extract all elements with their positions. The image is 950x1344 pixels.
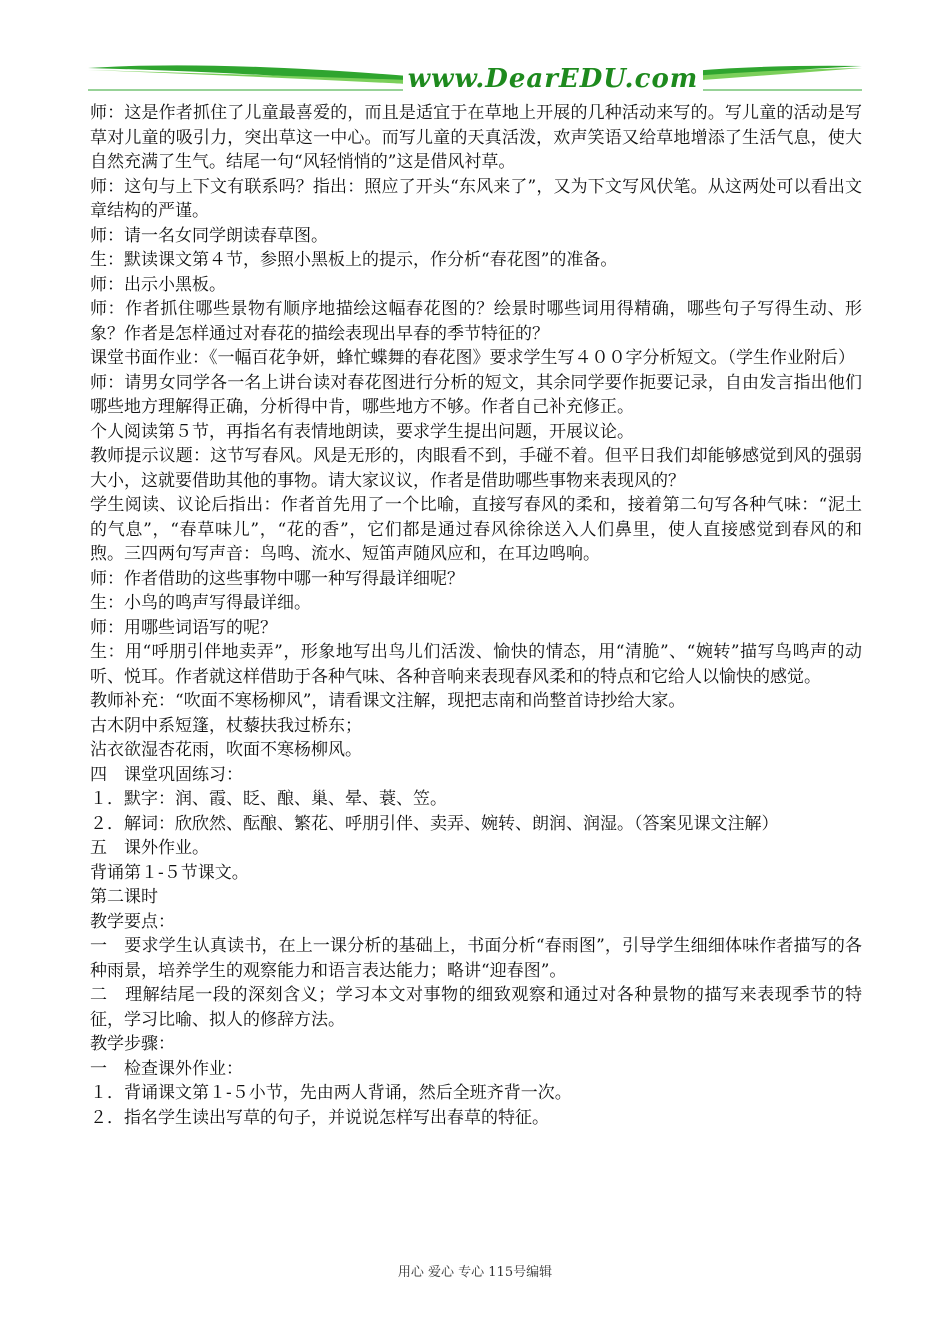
paragraph: 师：出示小黑板。 [90,274,226,295]
paragraph: 生：用“呼朋引伴地卖弄”，形象地写出鸟儿们活泼、愉快的情态，用“清脆”、“婉转”描写鸟鸣声的动听、悦耳。作者就这样借助于各种气味、各种音响来表现春风柔和的特点和它给人以愉快的感觉。 [90,642,862,687]
paragraph: 教学步骤： [90,1034,175,1054]
paragraph: 教学要点： [90,911,175,932]
site-header [88,58,862,98]
paragraph: 沾衣欲湿杏花雨，吹面不寒杨柳风。 [90,740,362,760]
paragraph: 生：默读课文第４节，参照小黑板上的提示，作分析“春花图”的准备。 [90,250,618,270]
paragraph: ２．解词：欣欣然、酝酿、繁花、呼朋引伴、卖弄、婉转、朗润、润湿。（答案见课文注解） [90,813,779,834]
paragraph: 师：作者抓住哪些景物有顺序地描绘这幅春花图的？绘景时哪些词用得精确，哪些句子写得生动、形象？作者是怎样通过对春花的描绘表现出早春的季节特征的？ [90,299,862,344]
paragraph: 学生阅读、议论后指出：作者首先用了一个比喻，直接写春风的柔和，接着第二句写各种气味：“泥土的气息”，“春草味儿”，“花的香”，它们都是通过春风徐徐送入人们鼻里，使人直接感觉到春风的和煦。三四两句写声音：鸟鸣、流水、短笛声随风应和，在耳边鸣响。 [90,495,862,564]
paragraph: 师：请男女同学各一名上讲台读对春花图进行分析的短文，其余同学要作扼要记录，自由发言指出他们哪些地方理解得正确，分析得中肯，哪些地方不够。作者自己补充修正。 [90,372,862,417]
paragraph: 五 课外作业。 [90,838,209,858]
document-body [90,101,862,1130]
paragraph: 四 课堂巩固练习： [90,764,243,785]
paragraph: 师：请一名女同学朗读春草图。 [90,225,328,246]
paragraph: 教师提示议题：这节写春风。风是无形的，肉眼看不到，手碰不着。但平日我们却能够感觉到风的强弱大小，这就要借助其他的事物。请大家议议，作者是借助哪些事物来表现风的？ [90,446,862,491]
page-footer: 用心 爱心 专心 115号编辑 [397,1265,553,1280]
paragraph: 师：这是作者抓住了儿童最喜爱的，而且是适宜于在草地上开展的几种活动来写的。写儿童的活动是写草对儿童的吸引力，突出草这一中心。而写儿童的天真活泼，欢声笑语又给草地增添了生活气息，使大自然充满了生气。结尾一句“风轻悄悄的”这是借风衬草。 [90,103,862,172]
paragraph: 第二课时 [90,887,158,907]
paragraph: 背诵第１-５节课文。 [90,862,249,883]
paragraph: 二 理解结尾一段的深刻含义；学习本文对事物的细致观察和通过对各种景物的描写来表现季节的特征，学习比喻、拟人的修辞方法。 [90,985,862,1030]
paragraph: 师：作者借助的这些事物中哪一种写得最详细呢？ [90,568,464,589]
site-logo: www.DearEDU.com [403,62,703,96]
paragraph: １．背诵课文第１-５小节，先由两人背诵，然后全班齐背一次。 [90,1083,572,1103]
paragraph: 师：用哪些词语写的呢？ [90,617,277,638]
paragraph: 课堂书面作业：《一幅百花争妍，蜂忙蝶舞的春花图》要求学生写４００字分析短文。（学生作业附后） [90,348,855,368]
paragraph: １．默字：润、霞、眨、酿、巢、晕、蓑、笠。 [90,789,447,809]
paragraph: ２．指名学生读出写草的句子，并说说怎样写出春草的特征。 [90,1107,549,1128]
paragraph: 古木阴中系短篷，杖藜扶我过桥东； [90,715,362,736]
paragraph: 一 要求学生认真读书，在上一课分析的基础上，书面分析“春雨图”，引导学生细细体味作者描写的各种雨景，培养学生的观察能力和语言表达能力；略讲“迎春图”。 [90,936,862,981]
paragraph: 生：小鸟的鸣声写得最详细。 [90,593,311,613]
paragraph: 一 检查课外作业： [90,1058,243,1079]
paragraph: 个人阅读第５节，再指名有表情地朗读，要求学生提出问题，开展议论。 [90,421,634,442]
paragraph: 教师补充：“吹面不寒杨柳风”，请看课文注解，现把志南和尚整首诗抄给大家。 [90,691,686,711]
paragraph: 师：这句与上下文有联系吗？指出：照应了开头“东风来了”，又为下文写风伏笔。从这两处可以看出文章结构的严谨。 [90,176,862,221]
